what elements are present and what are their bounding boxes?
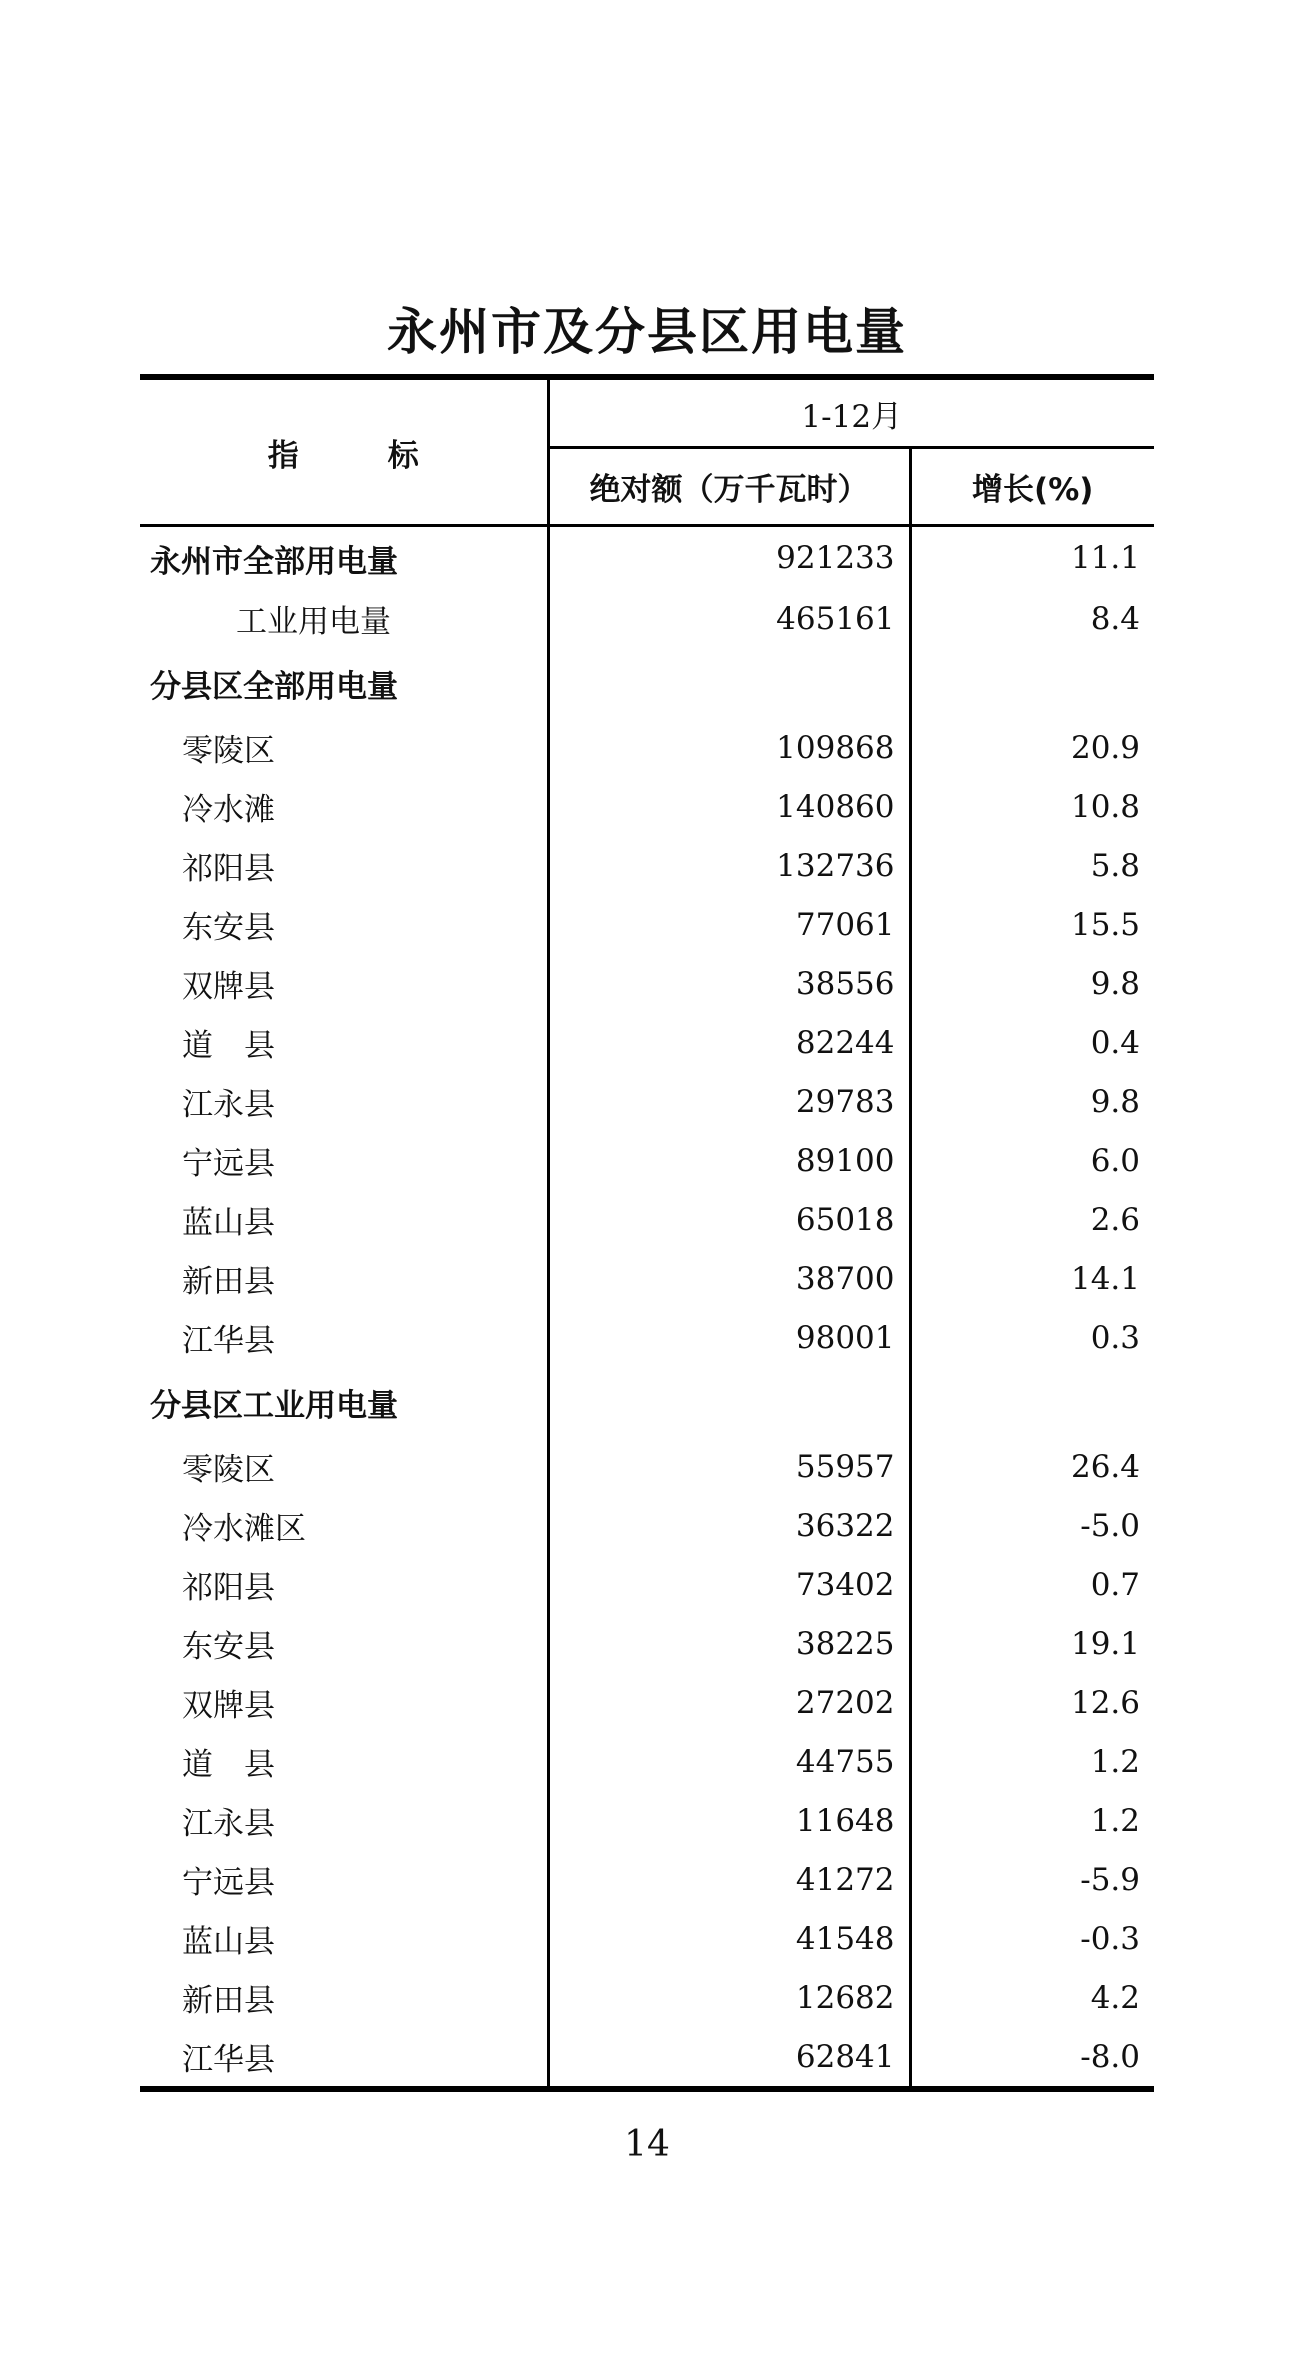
row-growth: 4.2 [1090, 1979, 1140, 2016]
row-value: 27202 [548, 1673, 910, 1732]
table-row [140, 1555, 1154, 1614]
row-value: 38556 [548, 954, 910, 1013]
row-growth: 19.1 [1070, 1625, 1140, 1662]
row-value: 29783 [548, 1072, 910, 1131]
table-row [140, 1673, 1154, 1732]
page-number: 14 [624, 2124, 670, 2165]
row-label: 双牌县 [140, 1673, 548, 1732]
row-value: 77061 [548, 895, 910, 954]
table-row [140, 895, 1154, 954]
table-row [140, 1013, 1154, 1072]
row-label: 东安县 [140, 1614, 548, 1673]
row-value: 921233 [548, 526, 910, 590]
row-label: 江永县 [140, 1072, 548, 1131]
row-value: 38700 [548, 1249, 910, 1308]
table-row [140, 777, 1154, 836]
row-label: 道 县 [140, 1013, 548, 1072]
row-value: 89100 [548, 1131, 910, 1190]
row-value: 132736 [548, 836, 910, 895]
table-row [140, 1072, 1154, 1131]
row-growth: 9.8 [1090, 965, 1140, 1002]
row-growth [910, 648, 1154, 718]
table-row [140, 648, 1154, 718]
row-label: 蓝山县 [140, 1190, 548, 1249]
row-label: 零陵区 [140, 1437, 548, 1496]
row-label: 江华县 [140, 2027, 548, 2089]
row-growth: 14.1 [1070, 1260, 1140, 1297]
row-value: 12682 [548, 1968, 910, 2027]
row-growth: 0.7 [1090, 1566, 1140, 1603]
period-header: 1-12月 [548, 377, 1154, 448]
row-value: 73402 [548, 1555, 910, 1614]
row-value: 36322 [548, 1496, 910, 1555]
row-growth: 1.2 [1090, 1802, 1140, 1839]
row-growth: 8.4 [1090, 600, 1140, 637]
row-value: 465161 [548, 589, 910, 648]
row-label: 道 县 [140, 1732, 548, 1791]
row-label: 祁阳县 [140, 1555, 548, 1614]
row-label: 工业用电量 [140, 589, 548, 648]
growth-header: 增长(%) [910, 448, 1154, 526]
table-row [140, 1968, 1154, 2027]
electricity-table [140, 374, 1154, 2092]
row-label: 宁远县 [140, 1850, 548, 1909]
table-row [140, 836, 1154, 895]
row-label: 祁阳县 [140, 836, 548, 895]
table-row [140, 1437, 1154, 1496]
table-row [140, 2027, 1154, 2089]
row-label: 永州市全部用电量 [140, 526, 548, 590]
row-growth: 12.6 [1070, 1684, 1140, 1721]
row-value: 11648 [548, 1791, 910, 1850]
row-label: 双牌县 [140, 954, 548, 1013]
row-value: 41548 [548, 1909, 910, 1968]
row-value: 41272 [548, 1850, 910, 1909]
row-value: 65018 [548, 1190, 910, 1249]
row-growth: 1.2 [1090, 1743, 1140, 1780]
row-growth: 0.3 [1090, 1319, 1140, 1356]
row-growth: 6.0 [1090, 1142, 1140, 1179]
page-title: 永州市及分县区用电量 [387, 303, 907, 361]
table-row [140, 1308, 1154, 1367]
row-growth: -8.0 [910, 2027, 1154, 2089]
row-growth: 2.6 [1090, 1201, 1140, 1238]
row-growth: 9.8 [1090, 1083, 1140, 1120]
row-growth: 15.5 [1070, 906, 1140, 943]
table-row [140, 1367, 1154, 1437]
row-value [548, 648, 910, 718]
row-value: 55957 [548, 1437, 910, 1496]
row-growth [910, 1367, 1154, 1437]
table-row [140, 1791, 1154, 1850]
row-label: 零陵区 [140, 718, 548, 777]
table-row [140, 1614, 1154, 1673]
row-value: 140860 [548, 777, 910, 836]
table-row [140, 1496, 1154, 1555]
indicator-header-char-2: 标 [387, 437, 419, 474]
row-label: 新田县 [140, 1249, 548, 1308]
table-row [140, 589, 1154, 648]
row-growth: 11.1 [1070, 540, 1140, 576]
absolute-header: 绝对额（万千瓦时） [548, 448, 910, 526]
row-growth: 0.4 [1090, 1024, 1140, 1061]
row-growth: -5.0 [1080, 1507, 1140, 1544]
row-value: 38225 [548, 1614, 910, 1673]
row-label: 东安县 [140, 895, 548, 954]
row-growth: 20.9 [1070, 729, 1140, 766]
table-row [140, 1850, 1154, 1909]
row-growth: -0.3 [1080, 1920, 1140, 1957]
row-label: 冷水滩区 [140, 1496, 548, 1555]
table-row [140, 1131, 1154, 1190]
row-label: 分县区工业用电量 [140, 1367, 548, 1437]
row-growth: 10.8 [1070, 788, 1140, 825]
table-row [140, 1732, 1154, 1791]
table-row [140, 1909, 1154, 1968]
row-value: 109868 [548, 718, 910, 777]
row-label: 冷水滩 [140, 777, 548, 836]
table-row [140, 718, 1154, 777]
table-row [140, 526, 1154, 590]
indicator-header-char-1: 指 [267, 437, 299, 474]
table-row [140, 1249, 1154, 1308]
row-value [548, 1367, 910, 1437]
row-growth: -5.9 [1080, 1861, 1140, 1898]
row-label: 宁远县 [140, 1131, 548, 1190]
table-row [140, 954, 1154, 1013]
row-label: 江永县 [140, 1791, 548, 1850]
row-value: 98001 [548, 1308, 910, 1367]
indicator-header [140, 377, 548, 526]
row-growth: 5.8 [1090, 847, 1140, 884]
row-value: 44755 [548, 1732, 910, 1791]
row-label: 蓝山县 [140, 1909, 548, 1968]
row-value: 62841 [548, 2027, 910, 2089]
row-label: 江华县 [140, 1308, 548, 1367]
row-label: 分县区全部用电量 [140, 648, 548, 718]
table-row [140, 1190, 1154, 1249]
row-growth: 26.4 [1070, 1448, 1140, 1485]
row-label: 新田县 [140, 1968, 548, 2027]
row-value: 82244 [548, 1013, 910, 1072]
